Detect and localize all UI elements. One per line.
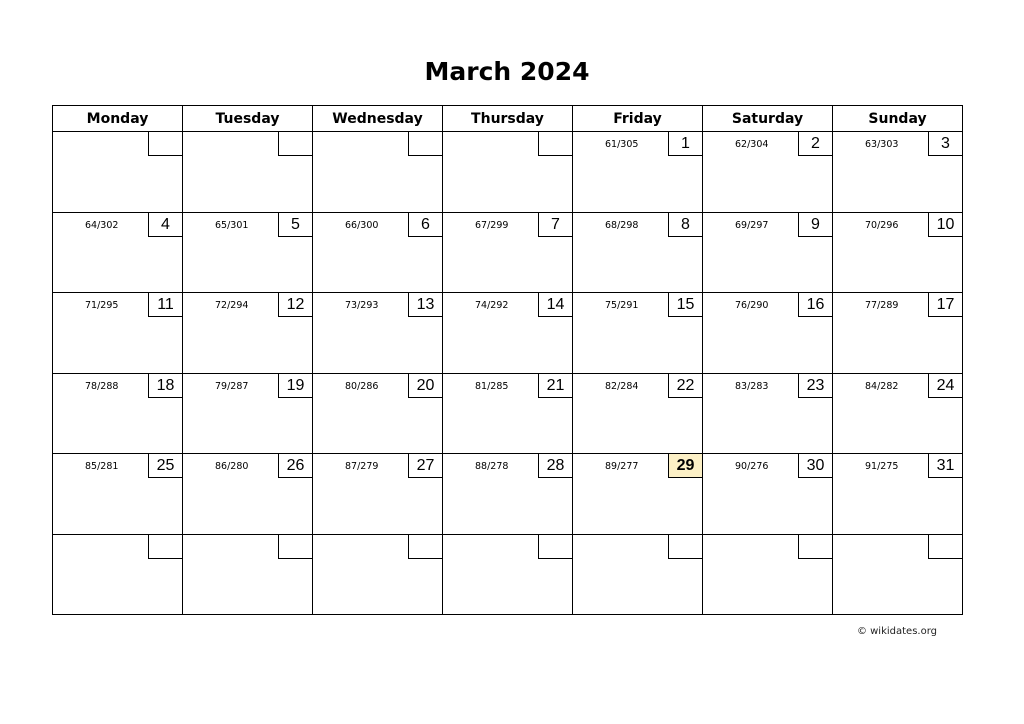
- weekday-header-saturday: Saturday: [703, 106, 833, 132]
- day-number-box: 2: [798, 132, 832, 156]
- day-number-box: 20: [408, 374, 442, 398]
- weekday-header-friday: Friday: [573, 106, 703, 132]
- weekday-header-wednesday: Wednesday: [313, 106, 443, 132]
- day-number-box: [278, 132, 312, 156]
- day-of-year-label: 65/301: [215, 219, 249, 231]
- day-number-box: 13: [408, 293, 442, 317]
- credit-text: © wikidates.org: [856, 626, 937, 637]
- day-of-year-label: 85/281: [85, 461, 119, 472]
- week-row: [53, 212, 963, 293]
- day-cell[interactable]: [313, 293, 443, 374]
- day-number-box: 18: [148, 374, 182, 398]
- day-number-box: 9: [798, 213, 832, 237]
- day-cell[interactable]: [833, 212, 963, 293]
- day-cell[interactable]: [573, 212, 703, 293]
- day-number-box: 1: [668, 132, 702, 156]
- day-cell[interactable]: [703, 293, 833, 374]
- weekday-header-row: [53, 106, 963, 132]
- day-number-box: 17: [928, 293, 962, 317]
- day-cell[interactable]: [443, 212, 573, 293]
- day-of-year-label: 77/289: [865, 300, 899, 311]
- day-cell[interactable]: [573, 454, 703, 535]
- weekday-header-thursday: Thursday: [443, 106, 573, 132]
- day-of-year-label: 76/290: [735, 300, 769, 311]
- day-number-box: 28: [538, 454, 572, 478]
- day-cell[interactable]: [443, 293, 573, 374]
- day-number-box: 27: [408, 454, 442, 478]
- day-number-box: 31: [928, 454, 962, 478]
- day-number-box: [408, 535, 442, 559]
- weekday-header-tuesday: Tuesday: [183, 106, 313, 132]
- day-cell[interactable]: [313, 454, 443, 535]
- day-number-box: 14: [538, 293, 572, 317]
- day-number-box: 10: [928, 213, 962, 237]
- day-cell[interactable]: [833, 293, 963, 374]
- day-of-year-label: 67/299: [475, 219, 509, 231]
- day-of-year-label: 64/302: [85, 219, 119, 231]
- day-of-year-label: 86/280: [215, 461, 249, 472]
- day-of-year-label: 70/296: [865, 219, 899, 231]
- day-number-box: 5: [278, 213, 312, 237]
- day-of-year-label: 61/305: [605, 139, 639, 150]
- day-of-year-label: 66/300: [345, 219, 379, 231]
- day-cell[interactable]: [443, 534, 573, 615]
- day-of-year-label: 79/287: [215, 380, 249, 392]
- day-cell[interactable]: [443, 373, 573, 454]
- day-number-box: 8: [668, 213, 702, 237]
- weekday-header-sunday: Sunday: [833, 106, 963, 132]
- week-row: [53, 534, 963, 615]
- day-of-year-label: 81/285: [475, 380, 509, 392]
- day-of-year-label: 75/291: [605, 300, 639, 311]
- day-cell[interactable]: [313, 534, 443, 615]
- day-cell[interactable]: [53, 534, 183, 615]
- day-cell[interactable]: [443, 132, 573, 213]
- day-cell[interactable]: [183, 293, 313, 374]
- day-of-year-label: 87/279: [345, 461, 379, 472]
- day-cell[interactable]: [573, 373, 703, 454]
- day-number-box: 19: [278, 374, 312, 398]
- day-cell[interactable]: [53, 293, 183, 374]
- day-of-year-label: 72/294: [215, 300, 249, 311]
- day-cell[interactable]: [313, 373, 443, 454]
- month-calendar-grid: [52, 105, 963, 615]
- day-cell[interactable]: [833, 132, 963, 213]
- day-cell[interactable]: [183, 373, 313, 454]
- day-cell[interactable]: [573, 293, 703, 374]
- day-of-year-label: 84/282: [865, 380, 899, 392]
- day-of-year-label: 62/304: [735, 139, 769, 150]
- day-number-box: 6: [408, 213, 442, 237]
- day-of-year-label: 71/295: [85, 300, 119, 311]
- week-row: [53, 454, 963, 535]
- day-number-box: [278, 535, 312, 559]
- day-number-box: 11: [148, 293, 182, 317]
- day-cell[interactable]: [53, 212, 183, 293]
- day-number-box: 24: [928, 374, 962, 398]
- day-cell[interactable]: [703, 212, 833, 293]
- day-number-box: 25: [148, 454, 182, 478]
- day-of-year-label: 69/297: [735, 219, 769, 231]
- day-of-year-label: 91/275: [865, 461, 899, 472]
- day-cell[interactable]: [833, 373, 963, 454]
- day-number-box: [668, 535, 702, 559]
- day-of-year-label: 68/298: [605, 219, 639, 231]
- page-title: March 2024: [424, 57, 590, 86]
- day-number-box: 7: [538, 213, 572, 237]
- day-cell[interactable]: [53, 132, 183, 213]
- day-number-box: 23: [798, 374, 832, 398]
- day-cell[interactable]: [183, 454, 313, 535]
- day-cell[interactable]: [313, 132, 443, 213]
- day-cell[interactable]: [313, 212, 443, 293]
- day-of-year-label: 78/288: [85, 380, 119, 392]
- weekday-header-monday: Monday: [53, 106, 183, 132]
- day-cell[interactable]: [703, 454, 833, 535]
- day-cell[interactable]: [703, 373, 833, 454]
- week-row: [53, 293, 963, 374]
- day-number-box: [928, 535, 962, 559]
- day-cell[interactable]: [833, 454, 963, 535]
- day-number-box: [798, 535, 832, 559]
- week-row: [53, 132, 963, 213]
- day-number-box: 15: [668, 293, 702, 317]
- day-number-box: [408, 132, 442, 156]
- day-cell[interactable]: [573, 534, 703, 615]
- day-of-year-label: 88/278: [475, 461, 509, 472]
- calendar-body: [53, 132, 963, 615]
- day-number-box: 22: [668, 374, 702, 398]
- day-number-box: [538, 535, 572, 559]
- week-row: [53, 373, 963, 454]
- day-number-box: [538, 132, 572, 156]
- day-of-year-label: 63/303: [865, 139, 899, 150]
- day-number-box: 4: [148, 213, 182, 237]
- day-cell[interactable]: [53, 373, 183, 454]
- day-number-box: 21: [538, 374, 572, 398]
- day-number-box: 12: [278, 293, 312, 317]
- day-number-box: 30: [798, 454, 832, 478]
- day-cell[interactable]: [573, 132, 703, 213]
- day-cell[interactable]: [183, 534, 313, 615]
- day-number-box: 26: [278, 454, 312, 478]
- day-of-year-label: 74/292: [475, 300, 509, 311]
- day-of-year-label: 90/276: [735, 461, 769, 472]
- day-number-box: [148, 132, 182, 156]
- day-of-year-label: 73/293: [345, 300, 379, 311]
- day-of-year-label: 82/284: [605, 380, 639, 392]
- day-cell[interactable]: [53, 454, 183, 535]
- day-cell[interactable]: [703, 534, 833, 615]
- day-cell[interactable]: [703, 132, 833, 213]
- day-of-year-label: 89/277: [605, 461, 639, 472]
- day-cell[interactable]: [443, 454, 573, 535]
- day-cell[interactable]: [183, 212, 313, 293]
- day-of-year-label: 83/283: [735, 380, 769, 392]
- day-cell[interactable]: [833, 534, 963, 615]
- day-of-year-label: 80/286: [345, 380, 379, 392]
- day-number-box: 3: [928, 132, 962, 156]
- day-number-box: [148, 535, 182, 559]
- highlighted-day-number: 29: [668, 454, 702, 478]
- day-cell[interactable]: [183, 132, 313, 213]
- day-number-box: 16: [798, 293, 832, 317]
